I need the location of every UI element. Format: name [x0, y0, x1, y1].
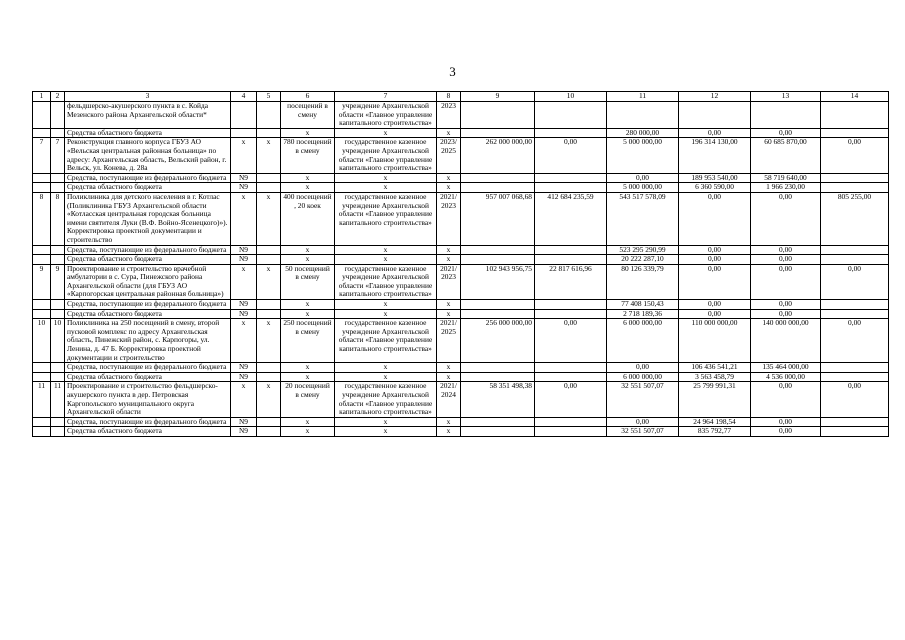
- capacity-cell: 20 посещений в смену: [281, 382, 335, 417]
- header-cell: 2: [51, 92, 65, 102]
- customer-cell: x: [335, 363, 437, 373]
- object-name-cell: Проектирование и строительство врачебной амбулатории в с. Сура, Пинежского района Архангельской области (для ГБУЗ АО «Карпогорская центральная районная больница»): [65, 264, 231, 299]
- remainder-cell: [821, 372, 889, 382]
- funding-year3-cell: 0,00: [751, 417, 821, 427]
- funding-prior-cell: [535, 372, 607, 382]
- funding-prior-cell: 0,00: [535, 319, 607, 363]
- remainder-cell: 0,00: [821, 319, 889, 363]
- total-cost-cell: [461, 128, 535, 138]
- funding-year2-cell: 3 563 458,79: [679, 372, 751, 382]
- remainder-cell: 0,00: [821, 264, 889, 299]
- object-name-cell: Средства, поступающие из федерального бюджета: [65, 363, 231, 373]
- total-cost-cell: [461, 183, 535, 193]
- total-cost-cell: [461, 173, 535, 183]
- funding-prior-cell: [535, 245, 607, 255]
- code-cell: N9: [231, 245, 257, 255]
- funding-year3-cell: 0,00: [751, 255, 821, 265]
- funding-year1-cell: 543 517 578,09: [607, 192, 679, 245]
- period-cell: x: [437, 128, 461, 138]
- funding-year3-cell: 58 719 640,00: [751, 173, 821, 183]
- funding-prior-cell: 0,00: [535, 382, 607, 417]
- index-cell: 10: [51, 319, 65, 363]
- customer-cell: x: [335, 173, 437, 183]
- funding-year1-cell: 5 000 000,00: [607, 183, 679, 193]
- remainder-cell: [821, 255, 889, 265]
- code-cell: x: [231, 264, 257, 299]
- total-cost-cell: 262 000 000,00: [461, 138, 535, 173]
- funding-year2-cell: 0,00: [679, 192, 751, 245]
- row-number-cell: [33, 427, 51, 437]
- remainder-cell: 805 255,00: [821, 192, 889, 245]
- header-cell: 10: [535, 92, 607, 102]
- funding-year1-cell: 2 718 189,36: [607, 309, 679, 319]
- remainder-cell: [821, 102, 889, 129]
- row-number-cell: [33, 128, 51, 138]
- mark-cell: x: [257, 319, 281, 363]
- funding-year2-cell: 0,00: [679, 245, 751, 255]
- index-cell: [51, 102, 65, 129]
- funding-prior-cell: [535, 183, 607, 193]
- period-cell: 2023/ 2025: [437, 138, 461, 173]
- code-cell: x: [231, 319, 257, 363]
- object-name-cell: Средства, поступающие из федерального бюджета: [65, 245, 231, 255]
- row-number-cell: [33, 255, 51, 265]
- capacity-cell: x: [281, 173, 335, 183]
- capacity-cell: x: [281, 309, 335, 319]
- table-row: [33, 183, 889, 193]
- table-row: [33, 255, 889, 265]
- capacity-cell: 400 посещений , 20 коек: [281, 192, 335, 245]
- header-cell: 7: [335, 92, 437, 102]
- table-row: [33, 427, 889, 437]
- table-row: [33, 382, 889, 417]
- funding-prior-cell: [535, 102, 607, 129]
- remainder-cell: [821, 300, 889, 310]
- total-cost-cell: 957 007 068,68: [461, 192, 535, 245]
- capacity-cell: x: [281, 363, 335, 373]
- row-number-cell: [33, 372, 51, 382]
- header-cell: 13: [751, 92, 821, 102]
- capacity-cell: x: [281, 372, 335, 382]
- mark-cell: [257, 427, 281, 437]
- funding-year1-cell: 0,00: [607, 363, 679, 373]
- row-number-cell: [33, 363, 51, 373]
- code-cell: N9: [231, 417, 257, 427]
- capacity-cell: x: [281, 255, 335, 265]
- mark-cell: [257, 363, 281, 373]
- funding-year2-cell: 24 964 198,54: [679, 417, 751, 427]
- funding-year3-cell: 0,00: [751, 309, 821, 319]
- mark-cell: [257, 372, 281, 382]
- code-cell: [231, 128, 257, 138]
- total-cost-cell: [461, 300, 535, 310]
- row-number-cell: 8: [33, 192, 51, 245]
- customer-cell: государственное казенное учреждение Архангельской области «Главное управление капитального строительства»: [335, 264, 437, 299]
- index-cell: [51, 173, 65, 183]
- capacity-cell: x: [281, 427, 335, 437]
- row-number-cell: [33, 183, 51, 193]
- total-cost-cell: 256 000 000,00: [461, 319, 535, 363]
- mark-cell: [257, 255, 281, 265]
- table-body: [33, 92, 889, 437]
- header-cell: 4: [231, 92, 257, 102]
- period-cell: x: [437, 173, 461, 183]
- header-cell: 14: [821, 92, 889, 102]
- table-row: [33, 417, 889, 427]
- header-cell: 9: [461, 92, 535, 102]
- index-cell: 9: [51, 264, 65, 299]
- object-name-cell: Средства областного бюджета: [65, 183, 231, 193]
- row-number-cell: [33, 173, 51, 183]
- customer-cell: x: [335, 417, 437, 427]
- remainder-cell: 0,00: [821, 138, 889, 173]
- index-cell: 8: [51, 192, 65, 245]
- index-cell: [51, 183, 65, 193]
- capacity-cell: x: [281, 417, 335, 427]
- mark-cell: [257, 102, 281, 129]
- index-cell: [51, 417, 65, 427]
- period-cell: x: [437, 427, 461, 437]
- funding-year2-cell: 25 799 991,31: [679, 382, 751, 417]
- index-cell: [51, 245, 65, 255]
- mark-cell: [257, 300, 281, 310]
- funding-year2-cell: 0,00: [679, 128, 751, 138]
- code-cell: N9: [231, 427, 257, 437]
- index-cell: [51, 372, 65, 382]
- customer-cell: x: [335, 183, 437, 193]
- remainder-cell: [821, 427, 889, 437]
- funding-year3-cell: 0,00: [751, 192, 821, 245]
- funding-year1-cell: 80 126 339,79: [607, 264, 679, 299]
- object-name-cell: фельдшерско-акушерского пункта в с. Койда Мезенского района Архангельской области*: [65, 102, 231, 129]
- funding-year3-cell: 4 536 000,00: [751, 372, 821, 382]
- period-cell: 2021/ 2023: [437, 192, 461, 245]
- mark-cell: [257, 417, 281, 427]
- row-number-cell: [33, 309, 51, 319]
- capacity-cell: x: [281, 245, 335, 255]
- row-number-cell: [33, 102, 51, 129]
- mark-cell: [257, 183, 281, 193]
- row-number-cell: 7: [33, 138, 51, 173]
- funding-prior-cell: 0,00: [535, 138, 607, 173]
- table-row: [33, 192, 889, 245]
- period-cell: 2023: [437, 102, 461, 129]
- funding-year2-cell: 0,00: [679, 300, 751, 310]
- code-cell: N9: [231, 300, 257, 310]
- table-row: [33, 309, 889, 319]
- funding-year1-cell: 6 000 000,00: [607, 372, 679, 382]
- capacity-cell: x: [281, 128, 335, 138]
- customer-cell: x: [335, 128, 437, 138]
- mark-cell: x: [257, 138, 281, 173]
- table-row: [33, 264, 889, 299]
- code-cell: x: [231, 138, 257, 173]
- period-cell: x: [437, 300, 461, 310]
- total-cost-cell: [461, 245, 535, 255]
- capacity-cell: x: [281, 183, 335, 193]
- funding-year2-cell: 0,00: [679, 309, 751, 319]
- object-name-cell: Проектирование и строительство фельдшерско-акушерского пункта в дер. Петровская Каргопольского муниципального округа Архангельской области: [65, 382, 231, 417]
- funding-year2-cell: 6 360 590,00: [679, 183, 751, 193]
- total-cost-cell: [461, 102, 535, 129]
- period-cell: x: [437, 255, 461, 265]
- capacity-cell: посещений в смену: [281, 102, 335, 129]
- funding-year3-cell: 0,00: [751, 427, 821, 437]
- row-number-cell: [33, 300, 51, 310]
- remainder-cell: [821, 245, 889, 255]
- object-name-cell: Средства областного бюджета: [65, 372, 231, 382]
- mark-cell: [257, 173, 281, 183]
- header-cell: 8: [437, 92, 461, 102]
- index-cell: 11: [51, 382, 65, 417]
- mark-cell: x: [257, 264, 281, 299]
- object-name-cell: Средства областного бюджета: [65, 427, 231, 437]
- funding-year2-cell: 110 000 000,00: [679, 319, 751, 363]
- total-cost-cell: 102 943 956,75: [461, 264, 535, 299]
- object-name-cell: Реконструкция главного корпуса ГБУЗ АО «Вельская центральная районная больница» по адресу: Архангельская область, Вельский район, г. Вельск, ул. Конева, д. 28а: [65, 138, 231, 173]
- period-cell: 2021/ 2024: [437, 382, 461, 417]
- period-cell: x: [437, 309, 461, 319]
- code-cell: x: [231, 192, 257, 245]
- funding-year3-cell: 1 966 230,00: [751, 183, 821, 193]
- index-cell: [51, 309, 65, 319]
- funding-year1-cell: 523 295 290,99: [607, 245, 679, 255]
- funding-year1-cell: 6 000 000,00: [607, 319, 679, 363]
- remainder-cell: [821, 128, 889, 138]
- column-number-header: [33, 92, 889, 102]
- table-row: [33, 372, 889, 382]
- funding-year1-cell: 280 000,00: [607, 128, 679, 138]
- funding-year1-cell: 0,00: [607, 417, 679, 427]
- code-cell: N9: [231, 173, 257, 183]
- capacity-cell: 250 посещений в смену: [281, 319, 335, 363]
- capacity-cell: x: [281, 300, 335, 310]
- funding-year2-cell: 196 314 130,00: [679, 138, 751, 173]
- funding-year2-cell: 106 436 541,21: [679, 363, 751, 373]
- funding-year2-cell: 0,00: [679, 264, 751, 299]
- funding-year1-cell: 5 000 000,00: [607, 138, 679, 173]
- row-number-cell: 11: [33, 382, 51, 417]
- object-name-cell: Средства областного бюджета: [65, 128, 231, 138]
- funding-year2-cell: 835 792,77: [679, 427, 751, 437]
- funding-prior-cell: 412 684 235,59: [535, 192, 607, 245]
- code-cell: N9: [231, 372, 257, 382]
- customer-cell: государственное казенное учреждение Архангельской области «Главное управление капитального строительства»: [335, 192, 437, 245]
- row-number-cell: [33, 417, 51, 427]
- funding-year1-cell: 20 222 287,10: [607, 255, 679, 265]
- funding-year3-cell: 0,00: [751, 382, 821, 417]
- mark-cell: [257, 245, 281, 255]
- funding-year3-cell: [751, 102, 821, 129]
- customer-cell: учреждение Архангельской области «Главное управление капитального строительства»: [335, 102, 437, 129]
- code-cell: N9: [231, 363, 257, 373]
- total-cost-cell: [461, 372, 535, 382]
- table-row: [33, 300, 889, 310]
- remainder-cell: [821, 183, 889, 193]
- code-cell: x: [231, 382, 257, 417]
- capacity-cell: 50 посещений в смену: [281, 264, 335, 299]
- funding-year3-cell: 0,00: [751, 300, 821, 310]
- table-row: [33, 102, 889, 129]
- code-cell: N9: [231, 255, 257, 265]
- index-cell: 7: [51, 138, 65, 173]
- investment-objects-table: [32, 91, 889, 437]
- funding-year3-cell: 60 685 870,00: [751, 138, 821, 173]
- header-cell: 3: [65, 92, 231, 102]
- mark-cell: [257, 128, 281, 138]
- customer-cell: государственное казенное учреждение Архангельской области «Главное управление капитального строительства»: [335, 138, 437, 173]
- period-cell: x: [437, 372, 461, 382]
- header-cell: 12: [679, 92, 751, 102]
- object-name-cell: Средства областного бюджета: [65, 309, 231, 319]
- funding-year2-cell: [679, 102, 751, 129]
- remainder-cell: [821, 417, 889, 427]
- code-cell: [231, 102, 257, 129]
- total-cost-cell: [461, 255, 535, 265]
- row-number-cell: [33, 245, 51, 255]
- funding-year1-cell: 32 551 507,07: [607, 427, 679, 437]
- funding-year2-cell: 189 953 540,00: [679, 173, 751, 183]
- remainder-cell: [821, 363, 889, 373]
- row-number-cell: 10: [33, 319, 51, 363]
- period-cell: x: [437, 417, 461, 427]
- period-cell: x: [437, 245, 461, 255]
- funding-prior-cell: [535, 128, 607, 138]
- funding-prior-cell: [535, 255, 607, 265]
- total-cost-cell: [461, 363, 535, 373]
- period-cell: x: [437, 183, 461, 193]
- funding-year3-cell: 0,00: [751, 128, 821, 138]
- customer-cell: x: [335, 427, 437, 437]
- customer-cell: x: [335, 245, 437, 255]
- funding-year3-cell: 0,00: [751, 245, 821, 255]
- funding-prior-cell: [535, 417, 607, 427]
- funding-year3-cell: 135 464 000,00: [751, 363, 821, 373]
- customer-cell: x: [335, 309, 437, 319]
- customer-cell: государственное казенное учреждение Архангельской области «Главное управление капитального строительства»: [335, 382, 437, 417]
- capacity-cell: 780 посещений в смену: [281, 138, 335, 173]
- index-cell: [51, 427, 65, 437]
- index-cell: [51, 300, 65, 310]
- customer-cell: государственное казенное учреждение Архангельской области «Главное управление капитального строительства»: [335, 319, 437, 363]
- object-name-cell: Поликлиника на 250 посещений в смену, второй пусковой комплекс по адресу Архангельская область, Пинежский район, с. Карпогоры, ул. Ленина, д. 47 Б. Корректировка проектной документации и строительство: [65, 319, 231, 363]
- funding-prior-cell: 22 817 616,96: [535, 264, 607, 299]
- table-row: [33, 363, 889, 373]
- funding-year1-cell: 32 551 507,07: [607, 382, 679, 417]
- funding-prior-cell: [535, 300, 607, 310]
- object-name-cell: Средства, поступающие из федерального бюджета: [65, 417, 231, 427]
- header-cell: 11: [607, 92, 679, 102]
- index-cell: [51, 255, 65, 265]
- period-cell: 2021/ 2025: [437, 319, 461, 363]
- customer-cell: x: [335, 372, 437, 382]
- code-cell: N9: [231, 183, 257, 193]
- funding-year3-cell: 0,00: [751, 264, 821, 299]
- remainder-cell: [821, 173, 889, 183]
- funding-year1-cell: 77 408 150,43: [607, 300, 679, 310]
- object-name-cell: Средства, поступающие из федерального бюджета: [65, 300, 231, 310]
- funding-year2-cell: 0,00: [679, 255, 751, 265]
- table-row: [33, 319, 889, 363]
- object-name-cell: Поликлиника для детского населения в г. Котлас (Поликлиника ГБУЗ Архангельской области «Котласская центральная городская больница имени святителя Луки (В.Ф. Войно-Ясенецкого)»). Корректировка проектной документации и строительство: [65, 192, 231, 245]
- index-cell: [51, 363, 65, 373]
- page-number: 3: [449, 64, 456, 79]
- object-name-cell: Средства, поступающие из федерального бюджета: [65, 173, 231, 183]
- funding-prior-cell: [535, 309, 607, 319]
- row-number-cell: 9: [33, 264, 51, 299]
- period-cell: x: [437, 363, 461, 373]
- mark-cell: x: [257, 382, 281, 417]
- period-cell: 2021/ 2023: [437, 264, 461, 299]
- header-cell: 5: [257, 92, 281, 102]
- funding-year3-cell: 140 000 000,00: [751, 319, 821, 363]
- object-name-cell: Средства областного бюджета: [65, 255, 231, 265]
- customer-cell: x: [335, 255, 437, 265]
- code-cell: N9: [231, 309, 257, 319]
- table-row: [33, 138, 889, 173]
- customer-cell: x: [335, 300, 437, 310]
- funding-prior-cell: [535, 363, 607, 373]
- funding-prior-cell: [535, 427, 607, 437]
- mark-cell: x: [257, 192, 281, 245]
- funding-prior-cell: [535, 173, 607, 183]
- total-cost-cell: [461, 427, 535, 437]
- remainder-cell: [821, 309, 889, 319]
- funding-year1-cell: 0,00: [607, 173, 679, 183]
- table-row: [33, 245, 889, 255]
- total-cost-cell: [461, 417, 535, 427]
- table-row: [33, 173, 889, 183]
- index-cell: [51, 128, 65, 138]
- remainder-cell: 0,00: [821, 382, 889, 417]
- total-cost-cell: [461, 309, 535, 319]
- header-cell: 6: [281, 92, 335, 102]
- table-row: [33, 128, 889, 138]
- total-cost-cell: 58 351 498,38: [461, 382, 535, 417]
- mark-cell: [257, 309, 281, 319]
- funding-year1-cell: [607, 102, 679, 129]
- header-cell: 1: [33, 92, 51, 102]
